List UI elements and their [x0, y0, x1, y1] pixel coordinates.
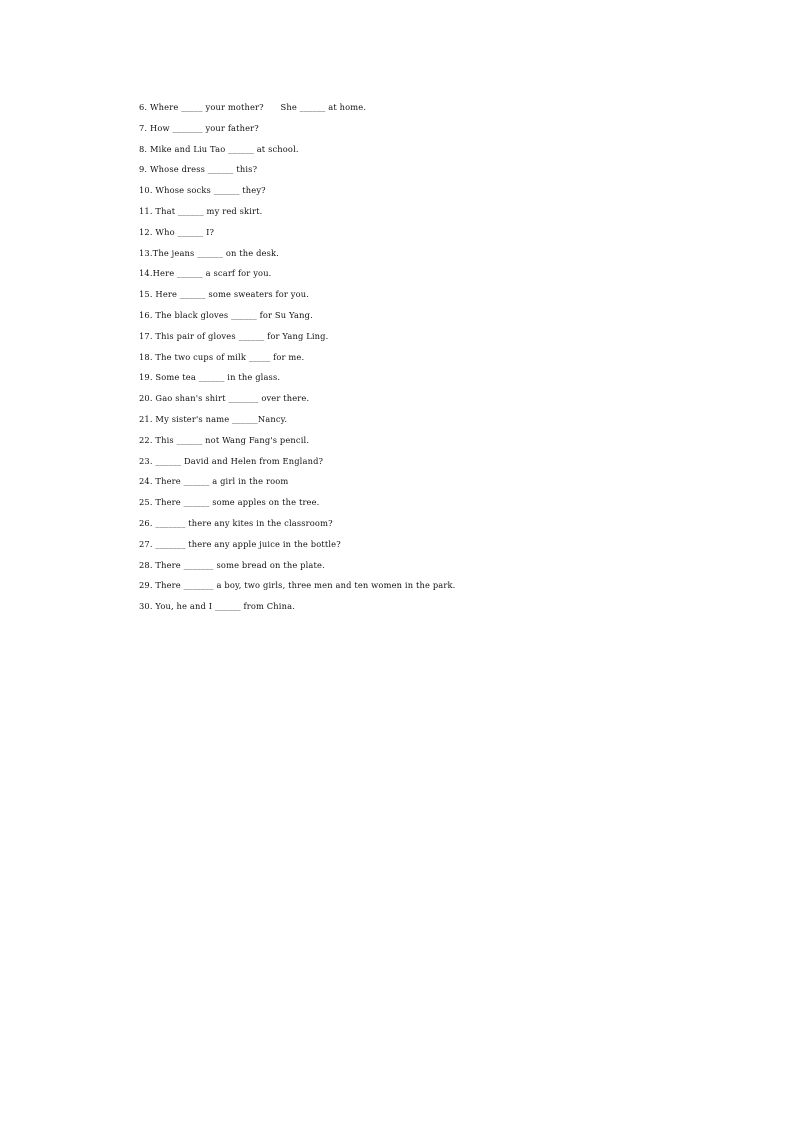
question-item: 11. That ______ my red skirt. — [139, 205, 263, 216]
question-item: 21. My sister's name ______Nancy. — [139, 413, 288, 424]
question-item: 10. Whose socks ______ they? — [139, 185, 266, 196]
question-item: 17. This pair of gloves ______ for Yang Ling. — [139, 330, 329, 341]
question-item: 7. How _______ your father? — [139, 122, 259, 133]
question-item: 24. There ______ a girl in the room — [139, 476, 289, 487]
question-item: 28. There _______ some bread on the plate. — [139, 559, 325, 570]
question-item: 27. _______ there any apple juice in the bottle? — [139, 538, 341, 549]
question-item: 19. Some tea ______ in the glass. — [139, 372, 281, 383]
question-item: 8. Mike and Liu Tao ______ at school. — [139, 143, 299, 154]
question-item: 25. There ______ some apples on the tree. — [139, 497, 320, 508]
question-list — [139, 101, 455, 621]
question-item: 26. _______ there any kites in the classroom? — [139, 517, 333, 528]
question-item: 20. Gao shan's shirt _______ over there. — [139, 393, 310, 404]
question-item: 15. Here ______ some sweaters for you. — [139, 289, 310, 300]
question-item: 13.The jeans ______ on the desk. — [139, 247, 279, 258]
question-item: 6. Where _____ your mother? She ______ at home. — [139, 102, 367, 112]
question-item: 29. There _______ a boy, two girls, three men and ten women in the park. — [139, 580, 456, 591]
question-item: 18. The two cups of milk _____ for me. — [139, 351, 305, 362]
question-item: 12. Who ______ I? — [139, 226, 215, 237]
question-item: 14.Here ______ a scarf for you. — [139, 268, 272, 279]
question-item: 16. The black gloves ______ for Su Yang. — [139, 309, 313, 320]
question-item: 22. This ______ not Wang Fang's pencil. — [139, 434, 310, 445]
question-item: 9. Whose dress ______ this? — [139, 164, 258, 175]
question-item: 30. You, he and I ______ from China. — [139, 601, 295, 612]
question-item: 23. ______ David and Helen from England? — [139, 455, 324, 466]
